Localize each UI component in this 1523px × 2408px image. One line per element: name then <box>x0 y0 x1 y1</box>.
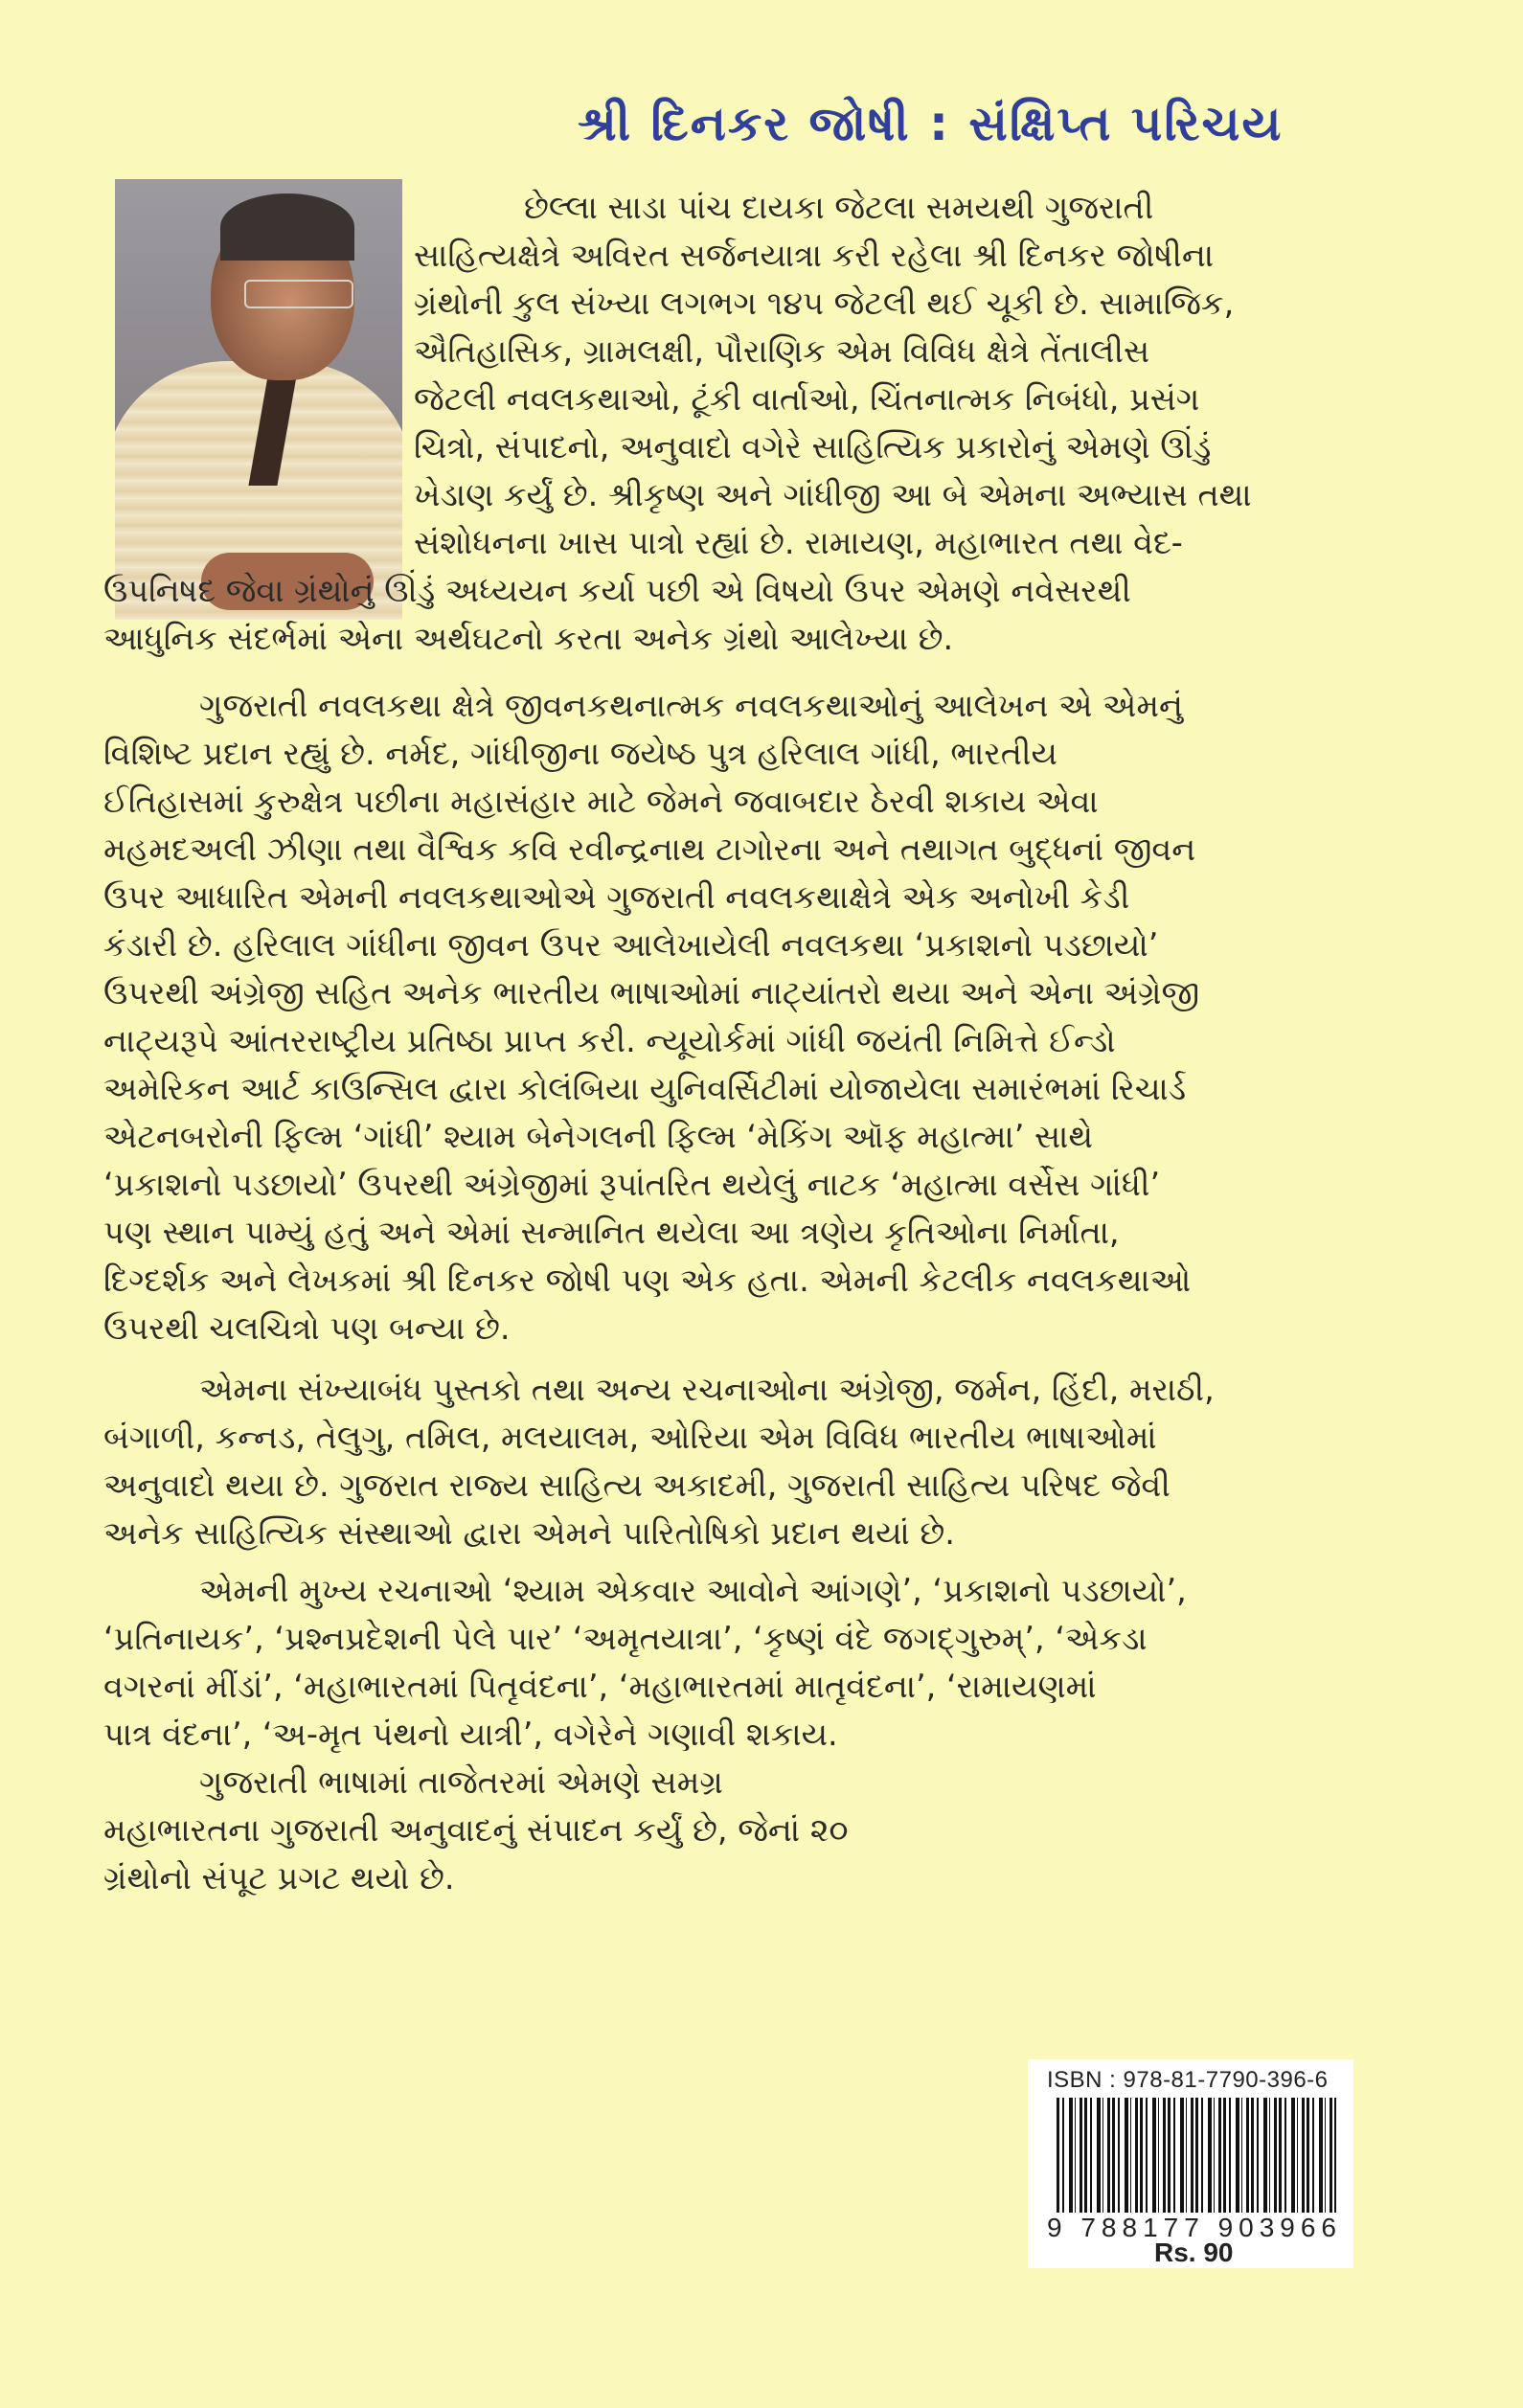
text-line-content: આધુનિક સંદર્ભમાં એના અર્થઘટનો કરતા અનેક ગ્રંથો આલેખ્યા છે. <box>103 620 954 657</box>
text-line-content: મહાભારતના ગુજરાતી અનુવાદનું સંપાદન કર્યું છે, જેનાં ૨૦ <box>103 1811 849 1849</box>
bio-block-1 <box>414 184 1374 567</box>
text-line <box>103 826 1374 874</box>
text-line <box>103 682 1374 730</box>
text-line <box>414 184 1374 232</box>
text-line-content: સાહિત્યક્ષેત્રે અવિરત સર્જનયાત્રા કરી રહેલા શ્રી દિનકર જોષીના <box>414 237 1215 274</box>
text-line-content: ખેડાણ કર્યું છે. શ્રીકૃષ્ણ અને ગાંધીજી આ બે એમના અભ્યાસ તથા <box>414 476 1252 513</box>
text-line <box>103 1257 1374 1305</box>
text-line-content: એટનબરોની ફિલ્મ ‘ગાંધી’ શ્યામ બેનેગલની ફિલ્મ ‘મેકિંગ ઑફ મહાત્મા’ સાથે <box>103 1118 1094 1155</box>
text-line <box>103 1759 1013 1806</box>
text-line-content: જેટલી નવલકથાઓ, ટૂંકી વાર્તાઓ, ચિંતનાત્મક નિબંધો, પ્રસંગ <box>414 380 1200 418</box>
text-line <box>414 232 1374 280</box>
text-line-content: ગુજરાતી ભાષામાં તાજેતરમાં એમણે સમગ્ર <box>199 1763 723 1801</box>
text-line <box>103 1567 1374 1615</box>
bio-paragraph-4 <box>103 1567 1374 1711</box>
text-line <box>103 1854 1013 1902</box>
author-photo <box>115 179 402 620</box>
bio-paragraph-5 <box>103 1711 1013 1902</box>
text-line-content: ચિત્રો, સંપાદનો, અનુવાદો વગેરે સાહિત્યિક પ્રકારોનું એમણે ઊંડું <box>414 428 1212 466</box>
text-line-content: અનેક સાહિત્યિક સંસ્થાઓ દ્વારા એમને પારિતોષિકો પ્રદાન થયાં છે. <box>103 1514 955 1552</box>
text-line-content: સંશોધનના ખાસ પાત્રો રહ્યાં છે. રામાયણ, મહાભારત તથા વેદ- <box>414 524 1183 561</box>
text-line-content: ઉપનિષદ જેવા ગ્રંથોનું ઊંડું અધ્યયન કર્યા પછી એ વિષયો ઉપર એમણે નવેસરથી <box>103 572 1131 609</box>
text-line-content: છેલ્લા સાડા પાંચ દાયકા જેટલા સમયથી ગુજરાતી <box>524 189 1154 226</box>
isbn-label: ISBN : 978-81-7790-396-6 <box>1047 2067 1329 2093</box>
text-line <box>103 969 1374 1017</box>
text-line-content: એમની મુખ્ય રચનાઓ ‘શ્યામ એકવાર આવોને આંગણે’, ‘પ્રકાશનો પડછાયો’, <box>199 1572 1187 1609</box>
text-line-content: ઉપર આધારિત એમની નવલકથાઓએ ગુજરાતી નવલકથાક્ષેત્રે એક અનોખી કેડી <box>103 878 1130 916</box>
isbn-barcode-box <box>1028 2059 1353 2268</box>
text-line-content: વગરનાં મીંડાં’, ‘મહાભારતમાં પિતૃવંદના’, ‘મહાભારતમાં માતૃવંદના’, ‘રામાયણમાં <box>103 1668 1097 1705</box>
text-line <box>414 519 1374 567</box>
bio-block-2 <box>103 567 1374 663</box>
text-line-content: અમેરિકન આર્ટ કાઉન્સિલ દ્વારા કોલંબિયા યુનિવર્સિટીમાં યોજાયેલા સમારંભમાં રિચાર્ડ <box>103 1070 1187 1107</box>
text-line <box>103 1113 1374 1161</box>
text-line-content: વિશિષ્ટ પ્રદાન રહ્યું છે. નર્મદ, ગાંધીજીના જયેષ્ઠ પુત્ર હરિલાલ ગાંધી, ભારતીય <box>103 735 1057 772</box>
text-line <box>103 567 1374 615</box>
text-line <box>103 615 1374 663</box>
text-line-content: ગુજરાતી નવલકથા ક્ષેત્રે જીવનકથનાત્મક નવલકથાઓનું આલેખન એ એમનું <box>199 687 1184 724</box>
text-line <box>414 471 1374 519</box>
text-line-content: ઐતિહાસિક, ગ્રામલક્ષી, પૌરાણિક એમ વિવિધ ક્ષેત્રે તેંતાલીસ <box>414 332 1150 370</box>
bio-paragraph-3 <box>103 1366 1374 1557</box>
text-line <box>103 1663 1374 1711</box>
text-line-content: બંગાળી, કન્નડ, તેલુગુ, તમિલ, મલયાલમ, ઓરિયા એમ વિવિધ ભારતીય ભાષાઓમાં <box>103 1419 1157 1456</box>
text-line-content: દિગ્દર્શક અને લેખકમાં શ્રી દિનકર જોષી પણ એક હતા. એમની કેટલીક નવલકથાઓ <box>103 1261 1192 1299</box>
text-line-content: કંડારી છે. હરિલાલ ગાંધીના જીવન ઉપર આલેખાયેલી નવલકથા ‘પ્રકાશનો પડછાયો’ <box>103 926 1159 964</box>
text-line-content: પાત્ર વંદના’, ‘અ-મૃત પંથનો યાત્રી’, વગેરેને ગણાવી શકાય. <box>103 1715 838 1753</box>
bio-paragraph-2 <box>103 682 1374 1352</box>
photo-hair <box>220 193 354 261</box>
text-line <box>103 1806 1013 1854</box>
text-line <box>414 423 1374 471</box>
text-line-content: નાટ્યરૂપે આંતરરાષ્ટ્રીય પ્રતિષ્ઠા પ્રાપ્ત કરી. ન્યૂયોર્કમાં ગાંધી જયંતી નિમિત્તે ઈન્ડો <box>103 1022 1116 1059</box>
text-line-content: પણ સ્થાન પામ્યું હતું અને એમાં સન્માનિત થયેલા આ ત્રણેય કૃતિઓના નિર્માતા, <box>103 1214 1120 1251</box>
text-line <box>103 1510 1374 1557</box>
text-line <box>103 1161 1374 1209</box>
text-line <box>103 730 1374 778</box>
text-line <box>103 1209 1374 1257</box>
text-line-content: ‘પ્રતિનાયક’, ‘પ્રશ્નપ્રદેશની પેલે પાર’ ‘અમૃતયાત્રા’, ‘કૃષ્ણં વંદે જગદ્ગુરુમ્’, ‘એકડા <box>103 1620 1148 1657</box>
text-line <box>414 280 1374 328</box>
text-line <box>103 778 1374 826</box>
text-line <box>103 1366 1374 1414</box>
text-line <box>103 1065 1374 1113</box>
text-line <box>103 1615 1374 1663</box>
text-line-content: ઈતિહાસમાં કુરુક્ષેત્ર પછીના મહાસંહાર માટે જેમને જવાબદાર ઠેરવી શકાય એવા <box>103 783 1099 820</box>
text-line <box>103 1305 1374 1352</box>
barcode-digits: 9 788177 903966 <box>1047 2213 1342 2242</box>
text-line-content: ગ્રંથોની કુલ સંખ્યા લગભગ ૧૪૫ જેટલી થઈ ચૂકી છે. સામાજિક, <box>414 284 1235 322</box>
page-title: શ્રી દિનકર જોષી : સંક્ષિપ્ત પરિચય <box>578 96 1284 151</box>
text-line <box>103 1462 1374 1510</box>
text-line-content: ઉપરથી અંગ્રેજી સહિત અનેક ભારતીય ભાષાઓમાં નાટ્યાંતરો થયા અને એના અંગ્રેજી <box>103 974 1200 1011</box>
photo-glasses <box>244 280 353 308</box>
text-line-content: મહમદઅલી ઝીણા તથા વૈશ્વિક કવિ રવીન્દ્રનાથ ટાગોરના અને તથાગત બુદ્ધનાં જીવન <box>103 830 1196 868</box>
text-line <box>103 874 1374 921</box>
barcode-icon <box>1057 2098 1336 2224</box>
text-line-content: ગ્રંથોનો સંપૂટ પ્રગટ થયો છે. <box>103 1859 455 1897</box>
text-line <box>103 1414 1374 1462</box>
text-line <box>103 1017 1374 1065</box>
text-line <box>414 328 1374 375</box>
text-line <box>103 1711 1013 1759</box>
text-line-content: ઉપરથી ચલચિત્રો પણ બન્યા છે. <box>103 1309 511 1347</box>
text-line-content: અનુવાદો થયા છે. ગુજરાત રાજ્ય સાહિત્ય અકાદમી, ગુજરાતી સાહિત્ય પરિષદ જેવી <box>103 1466 1171 1504</box>
price-label: Rs. 90 <box>1154 2238 1234 2267</box>
text-line-content: ‘પ્રકાશનો પડછાયો’ ઉપરથી અંગ્રેજીમાં રૂપાંતરિત થયેલું નાટક ‘મહાત્મા વર્સેસ ગાંધી’ <box>103 1166 1161 1203</box>
text-line-content: એમના સંખ્યાબંધ પુસ્તકો તથા અન્ય રચનાઓના અંગ્રેજી, જર્મન, હિંદી, મરાઠી, <box>199 1371 1215 1408</box>
text-line <box>414 375 1374 423</box>
text-line <box>103 921 1374 969</box>
